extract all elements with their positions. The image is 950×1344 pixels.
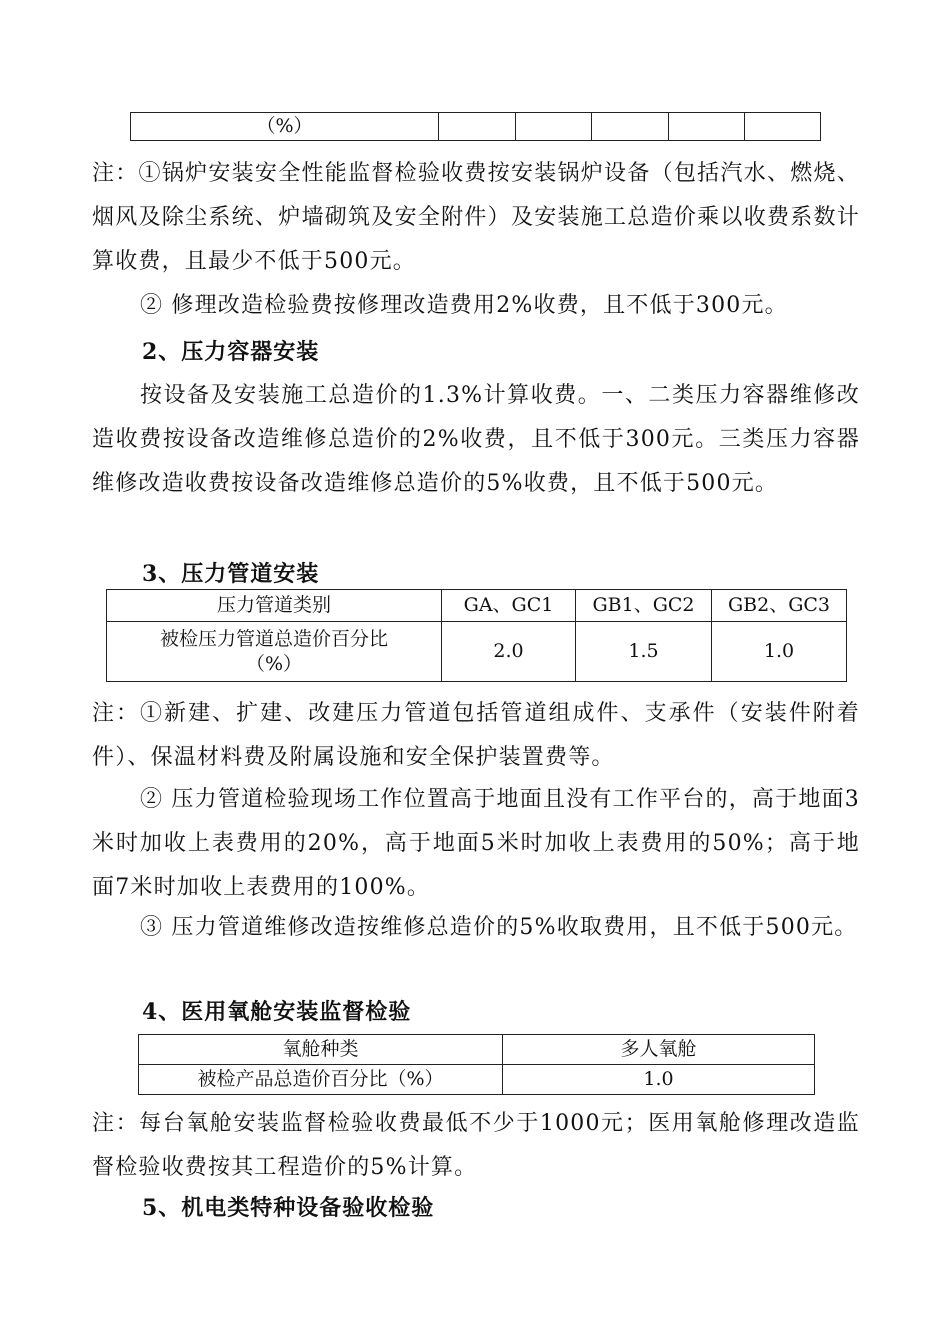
pipeline-note-2: ② 压力管道检验现场工作位置高于地面且没有工作平台的，高于地面3米时加收上表费用的20%，高于地面5米时加收上表费用的50%；高于地面7米时加收上表费用的100%。 <box>92 787 860 900</box>
table-row-label: 被检产品总造价百分比（%） <box>139 1065 503 1095</box>
table-cell: 2.0 <box>442 622 576 682</box>
table-cell: 1.5 <box>576 622 712 682</box>
table-row-label: 被检压力管道总造价百分比（%） <box>107 622 442 682</box>
table-header-cell: GB1、GC2 <box>576 590 712 622</box>
section-heading-electromechanical: 5、机电类特种设备验收检验 <box>142 1195 435 1221</box>
table-cell <box>516 113 592 141</box>
section-heading-pressure-pipeline: 3、压力管道安装 <box>142 561 320 587</box>
table-cell: 1.0 <box>712 622 847 682</box>
table-cell: 1.0 <box>503 1065 815 1095</box>
table-cell <box>745 113 821 141</box>
section-heading-oxygen-chamber: 4、医用氧舱安装监督检验 <box>142 999 412 1025</box>
boiler-fee-table-fragment <box>130 112 821 141</box>
pipeline-note-3: ③ 压力管道维修改造按维修总造价的5%收取费用，且不低于500元。 <box>140 915 858 940</box>
section-heading-pressure-vessel: 2、压力容器安装 <box>142 339 320 365</box>
table-cell-label: （%） <box>131 113 439 141</box>
pressure-pipeline-table <box>106 589 847 682</box>
pressure-vessel-body: 按设备及安装施工总造价的1.3%计算收费。一、二类压力容器维修改造收费按设备改造维修总造价的2%收费，且不低于300元。三类压力容器维修改造收费按设备改造维修总造价的5%收费，且不低于500元。 <box>92 383 860 496</box>
boiler-note-2: ② 修理改造检验费按修理改造费用2%收费，且不低于300元。 <box>140 293 788 318</box>
table-header-cell: GB2、GC3 <box>712 590 847 622</box>
table-cell <box>669 113 745 141</box>
oxygen-chamber-table <box>138 1034 815 1095</box>
boiler-note-1: 注：①锅炉安装安全性能监督检验收费按安装锅炉设备（包括汽水、燃烧、烟风及除尘系统、炉墙砌筑及安全附件）及安装施工总造价乘以收费系数计算收费，且最少不低于500元。 <box>92 161 860 274</box>
table-header-cell: 氧舱种类 <box>139 1035 503 1065</box>
table-header-cell: GA、GC1 <box>442 590 576 622</box>
table-header-cell: 压力管道类别 <box>107 590 442 622</box>
table-cell <box>592 113 669 141</box>
table-header-cell: 多人氧舱 <box>503 1035 815 1065</box>
oxygen-chamber-note: 注：每台氧舱安装监督检验收费最低不少于1000元；医用氧舱修理改造监督检验收费按其工程造价的5%计算。 <box>92 1111 860 1180</box>
pipeline-note-1: 注：①新建、扩建、改建压力管道包括管道组成件、支承件（安装件附着件）、保温材料费及附属设施和安全保护装置费等。 <box>92 701 860 770</box>
table-cell <box>439 113 516 141</box>
